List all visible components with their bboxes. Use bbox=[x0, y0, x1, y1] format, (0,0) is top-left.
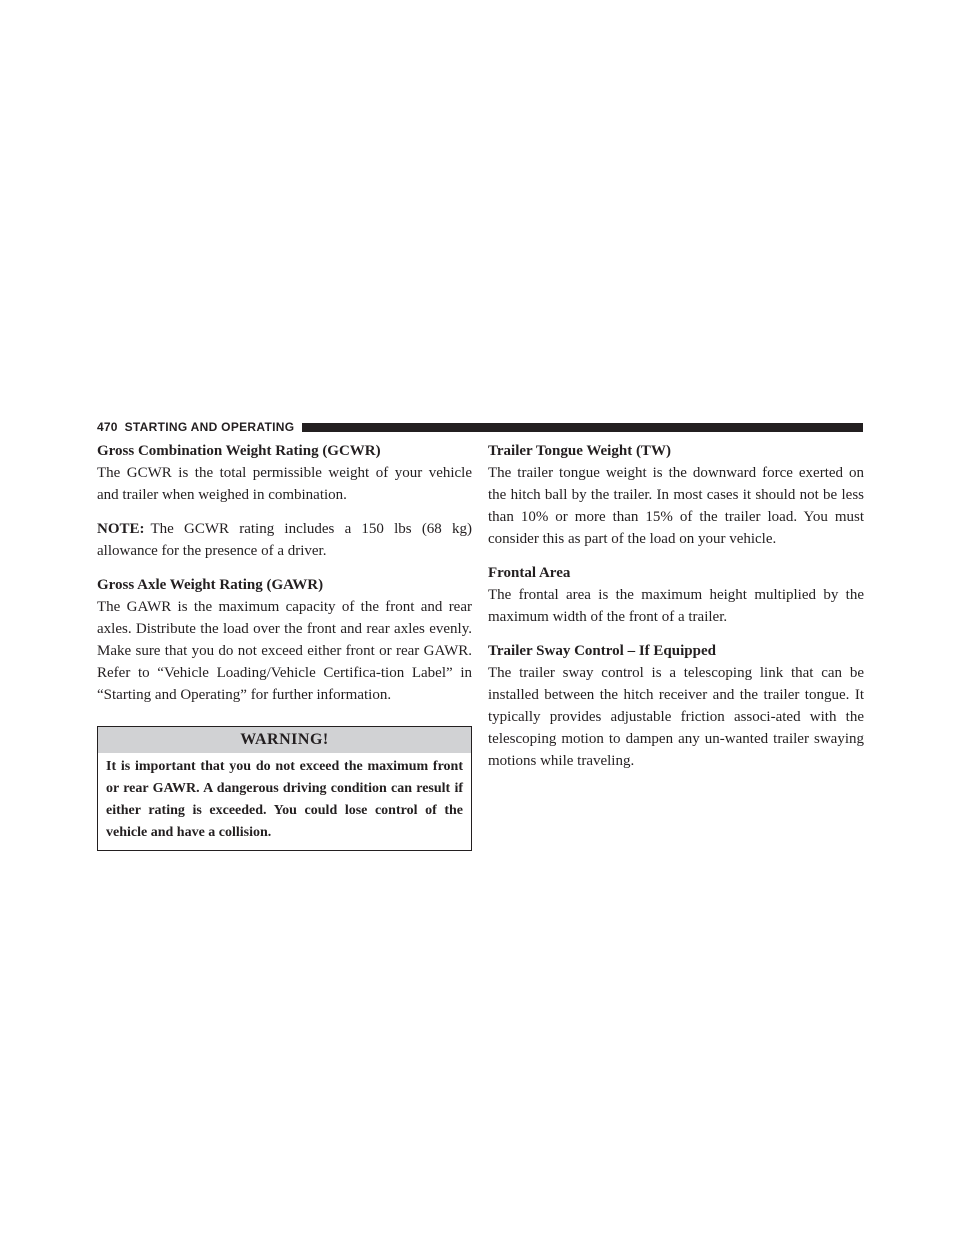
gcwr-body: The GCWR is the total permissible weight of your vehicle and trailer when weighed in combination. bbox=[97, 465, 472, 503]
gcwr-heading: Gross Combination Weight Rating (GCWR) bbox=[97, 443, 381, 459]
note-paragraph bbox=[97, 518, 472, 562]
section-title: STARTING AND OPERATING bbox=[124, 420, 295, 434]
left-column bbox=[97, 440, 472, 851]
frontal-area-body: The frontal area is the maximum height multiplied by the maximum width of the front of a trailer. bbox=[488, 587, 864, 625]
right-column bbox=[488, 440, 864, 772]
tongue-weight-body: The trailer tongue weight is the downward force exerted on the hitch ball by the trailer. In most cases it should not be less than 10% or more than 15% of the trailer load. You must consider this as part of the load on your vehicle. bbox=[488, 465, 864, 547]
warning-box bbox=[97, 726, 472, 851]
note-body: The GCWR rating includes a 150 lbs (68 kg) allowance for the presence of a driver. bbox=[97, 521, 472, 559]
page-number: 470 bbox=[97, 420, 118, 434]
header-rule bbox=[302, 423, 863, 432]
gawr-heading: Gross Axle Weight Rating (GAWR) bbox=[97, 577, 324, 593]
page-header bbox=[97, 421, 863, 433]
gawr-body: The GAWR is the maximum capacity of the front and rear axles. Distribute the load over the front and rear axles evenly. Make sure that you do not exceed either front or rear GAWR. Refer to “Vehicle Loading/Vehicle Certifica-tion Label” in “Starting and Operating” for further information. bbox=[97, 599, 472, 703]
tongue-weight-heading: Trailer Tongue Weight (TW) bbox=[488, 443, 671, 459]
sway-control-body: The trailer sway control is a telescoping link that can be installed between the hitch receiver and the trailer tongue. It typically provides adjustable friction associ-ated with the telescoping motion to dampen any un-wanted trailer swaying motions while traveling. bbox=[488, 665, 864, 769]
sway-control-heading: Trailer Sway Control – If Equipped bbox=[488, 643, 716, 659]
note-label: NOTE: bbox=[97, 521, 145, 537]
warning-title: WARNING! bbox=[98, 727, 471, 753]
warning-body: It is important that you do not exceed the maximum front or rear GAWR. A dangerous driving condition can result if either rating is exceeded. You could lose control of the vehicle and have a collision. bbox=[106, 759, 463, 840]
frontal-area-heading: Frontal Area bbox=[488, 565, 571, 581]
